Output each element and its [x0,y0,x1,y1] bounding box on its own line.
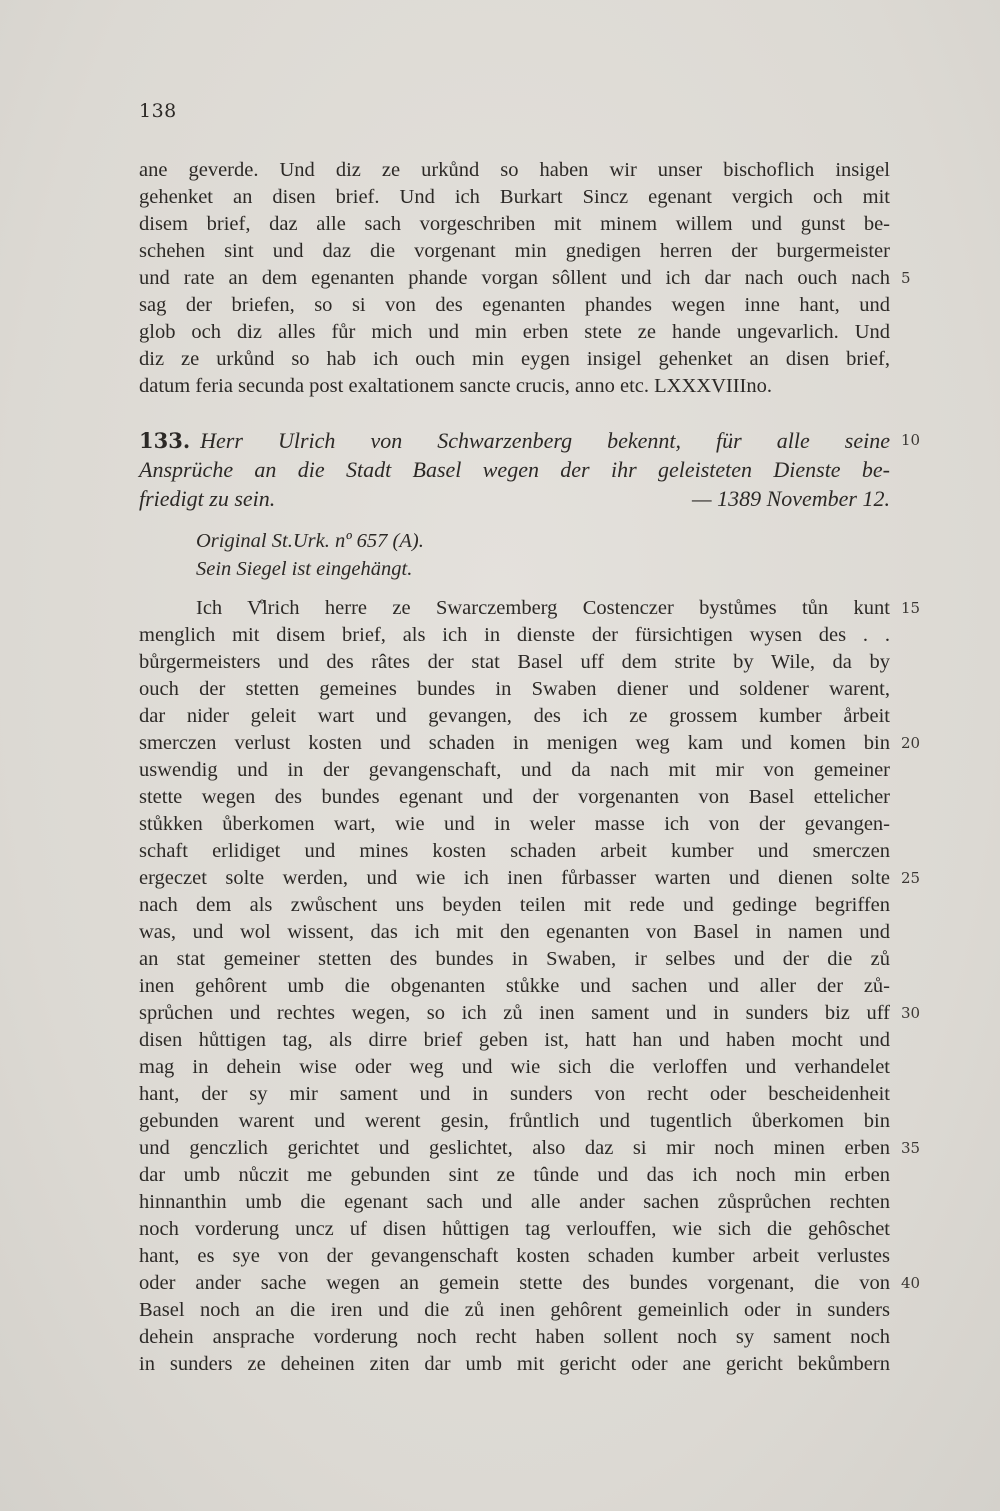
text-line: gehenket an disen brief. Und ich Burkart Sincz egenant vergich och mit [139,186,890,208]
text-line: dehein ansprache vorderung noch recht haben sollent noch sy sament noch [139,1326,890,1348]
text-line: Ich V̊lrich herre ze Swarczemberg Costenczer bystůmes tůn kunt [196,597,890,619]
text-line: ouch der stetten gemeines bundes in Swaben diener und soldener warent, [139,678,890,700]
text-line: datum feria secunda post exaltationem sancte crucis, anno etc. LXXXVIIIno. [139,375,772,397]
margin-line-number: 40 [901,1274,921,1292]
text-line: bůrgermeisters und des râtes der stat Basel uff dem strite by Wile, da by [139,651,890,673]
text-line: stette wegen des bundes egenant und der vorgenanten von Basel ettelicher [139,786,890,808]
margin-line-number: 5 [901,269,911,287]
text-line: gebunden warent und werent gesin, frůntlich und tugentlich ůberkomen bin [139,1110,890,1132]
text-line: inen gehôrent umb die obgenanten stůkke und sachen und aller der zů- [139,975,890,997]
text-line: was, und wol wissent, das ich mit den egenanten von Basel in namen und [139,921,890,943]
text-line: dar nider geleit wart und gevangen, des ich ze grossem kumber årbeit [139,705,890,727]
margin-line-number: 20 [901,734,921,752]
text-line: hant, der sy mir sament und in sunders von recht oder bescheidenheit [139,1083,890,1105]
text-line: disen hůttigen tag, als dirre brief geben ist, hatt han und haben mocht und [139,1029,890,1051]
text-line: mag in dehein wise oder weg und wie sich die verloffen und verhandelet [139,1056,890,1078]
text-line: in sunders ze deheinen ziten dar umb mit gericht oder ane gericht bekůmbern [139,1353,890,1375]
margin-line-number: 15 [901,599,921,617]
text-line: glob och diz alles fůr mich und min erben stete ze hande ungevarlich. Und [139,321,890,343]
text-line: sprůchen und rechtes wegen, so ich zů inen sament und in sunders biz uff [139,1002,890,1024]
document-number: 133. [139,428,191,453]
heading-line: Ansprüche an die Stadt Basel wegen der ihr geleisteten Dienste be- [139,457,890,482]
text-line: diz ze urkůnd so hab ich ouch min eygen insigel gehenket an disen brief, [139,348,890,370]
text-line: menglich mit disem brief, als ich in dienste der fürsichtigen wysen des . . [139,624,890,646]
text-line: Basel noch an die iren und die zů inen gehôrent gemeinlich oder in sunders [139,1299,890,1321]
text-line: ergeczet solte werden, und wie ich inen fůrbasser warten und dienen solte [139,867,890,889]
heading-text: friedigt zu sein. [139,486,276,511]
document-date: — 1389 November 12. [692,486,890,511]
text-line: nach dem als zwůschent uns beyden teilen mit rede und gedinge begriffen [139,894,890,916]
text-line: ane geverde. Und diz ze urkůnd so haben wir unser bischoflich insigel [139,159,890,181]
text-line: hinnanthin umb die egenant sach und alle ander sachen zůsprůchen rechten [139,1191,890,1213]
heading-text: Herr Ulrich von Schwarzenberg bekennt, für alle seine [200,428,890,453]
text-line: stůkken ůberkomen wart, wie und in weler masse ich von der gevangen- [139,813,890,835]
text-line: oder ander sache wegen an gemein stette des bundes vorgenant, die von [139,1272,890,1294]
margin-line-number: 25 [901,869,921,887]
text-line: smerczen verlust kosten und schaden in menigen weg kam und komen bin [139,732,890,754]
text-line: sag der briefen, so si von des egenanten phandes wegen inne hant, und [139,294,890,316]
heading-line [139,485,890,512]
margin-line-number: 10 [901,431,921,449]
text-line: uswendig und in der gevangenschaft, und da nach mit mir von gemeiner [139,759,890,781]
text-line: disem brief, daz alle sach vorgeschriben mit minem willem und gunst be- [139,213,890,235]
text-line: dar umb nůczit me gebunden sint ze tûnde und das ich noch min erben [139,1164,890,1186]
seal-note: Sein Siegel ist eingehängt. [196,558,413,580]
text-line: an stat gemeiner stetten des bundes in Swaben, ir selbes und der die zů [139,948,890,970]
document-heading [139,427,890,454]
text-line: und genczlich gerichtet und geslichtet, also daz si mir noch minen erben [139,1137,890,1159]
source-note: Original St.Urk. nº 657 (A). [196,530,424,552]
margin-line-number: 35 [901,1139,921,1157]
text-line: schaft erlidiget und mines kosten schaden arbeit kumber und smerczen [139,840,890,862]
page-number: 138 [139,100,177,122]
text-line: noch vorderung uncz uf disen hůttigen tag verlouffen, wie sich die gehôschet [139,1218,890,1240]
text-line: schehen sint und daz die vorgenant min gnedigen herren der burgermeister [139,240,890,262]
margin-line-number: 30 [901,1004,921,1022]
text-line: und rate an dem egenanten phande vorgan sôllent und ich dar nach ouch nach [139,267,890,289]
text-line: hant, es sye von der gevangenschaft kosten schaden kumber arbeit verlustes [139,1245,890,1267]
